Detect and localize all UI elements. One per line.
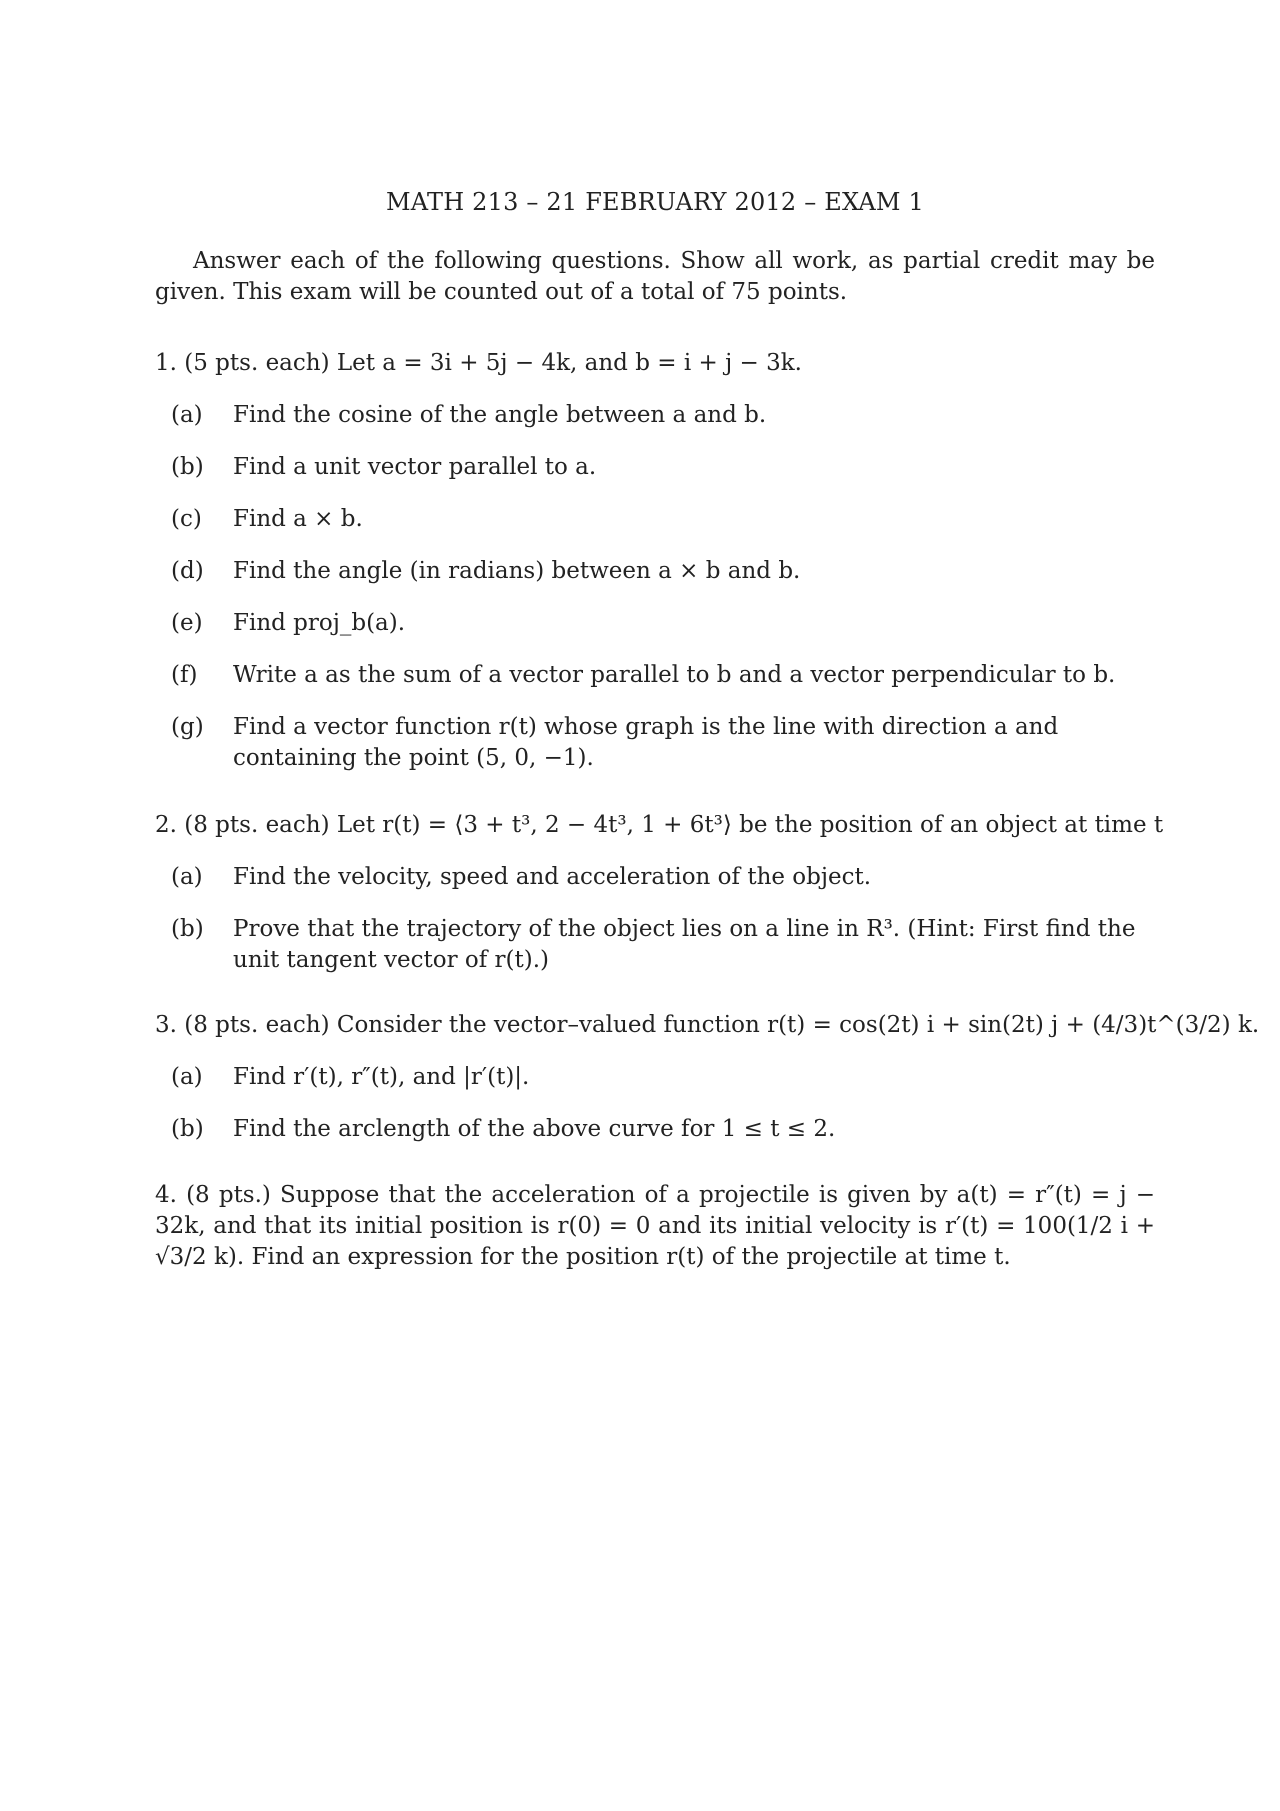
- part-label: (b): [171, 916, 204, 942]
- question-1d: [171, 556, 1155, 587]
- part-text: Find r′(t), r″(t), and |r′(t)|.: [233, 1064, 530, 1090]
- question-2a: [171, 862, 1155, 893]
- exam-title: MATH 213 – 21 FEBRUARY 2012 – EXAM 1: [386, 188, 924, 216]
- question-1f: [171, 660, 1155, 691]
- part-label: (a): [171, 864, 203, 890]
- question-1a: [171, 400, 1155, 431]
- part-label: (b): [171, 1116, 204, 1142]
- question-3b: [171, 1114, 1155, 1145]
- question-3-prompt: [155, 1010, 1260, 1041]
- part-text: Find the angle (in radians) between a × b and b.: [233, 558, 801, 584]
- part-text: Find a vector function r(t) whose graph is the line with direction a and containing the point (5, 0, −1).: [233, 714, 1059, 771]
- question-1g: [171, 712, 1155, 774]
- part-text: Prove that the trajectory of the object lies on a line in R³. (Hint: First find the unit tangent vector of r(t).): [233, 916, 1136, 973]
- part-text: Find a × b.: [233, 506, 363, 532]
- part-text: Find the velocity, speed and acceleration of the object.: [233, 864, 872, 890]
- question-1-text: 1. (5 pts. each) Let a = 3i + 5j − 4k, and b = i + j − 3k.: [155, 350, 802, 376]
- question-1e: [171, 608, 1155, 639]
- part-text: Find the arclength of the above curve for 1 ≤ t ≤ 2.: [233, 1116, 836, 1142]
- part-label: (a): [171, 1064, 203, 1090]
- question-1-prompt: [155, 348, 1155, 379]
- question-1c: [171, 504, 1155, 535]
- question-3-text: 3. (8 pts. each) Consider the vector–valued function r(t) = cos(2t) i + sin(2t) j + (4/3)t^(3/2) k.: [155, 1012, 1260, 1038]
- question-1b: [171, 452, 1155, 483]
- part-label: (e): [171, 610, 203, 636]
- question-4-prompt: 4. (8 pts.) Suppose that the acceleration of a projectile is given by a(t) = r″(t) = j − 32k, and that its initial position is r(0) = 0 and its initial velocity is r′(t) = 100(1/2 i + √3/2 k). Find an expression for the position r(t) of the projectile at time t.: [155, 1182, 1155, 1270]
- question-3a: [171, 1062, 1155, 1093]
- question-2-text: 2. (8 pts. each) Let r(t) = ⟨3 + t³, 2 − 4t³, 1 + 6t³⟩ be the position of an object at time t: [155, 812, 1164, 838]
- question-2-prompt: [155, 810, 1164, 841]
- question-2b: [171, 914, 1155, 976]
- part-text: Write a as the sum of a vector parallel to b and a vector perpendicular to b.: [233, 662, 1116, 688]
- part-label: (g): [171, 714, 204, 740]
- part-label: (f): [171, 662, 198, 688]
- part-text: Find proj_b(a).: [233, 610, 406, 636]
- part-label: (c): [171, 506, 202, 532]
- part-text: Find a unit vector parallel to a.: [233, 454, 597, 480]
- part-label: (d): [171, 558, 204, 584]
- part-text: Find the cosine of the angle between a and b.: [233, 402, 767, 428]
- part-label: (a): [171, 402, 203, 428]
- exam-instructions: Answer each of the following questions. Show all work, as partial credit may be given. This exam will be counted out of a total of 75 points.: [155, 248, 1155, 305]
- part-label: (b): [171, 454, 204, 480]
